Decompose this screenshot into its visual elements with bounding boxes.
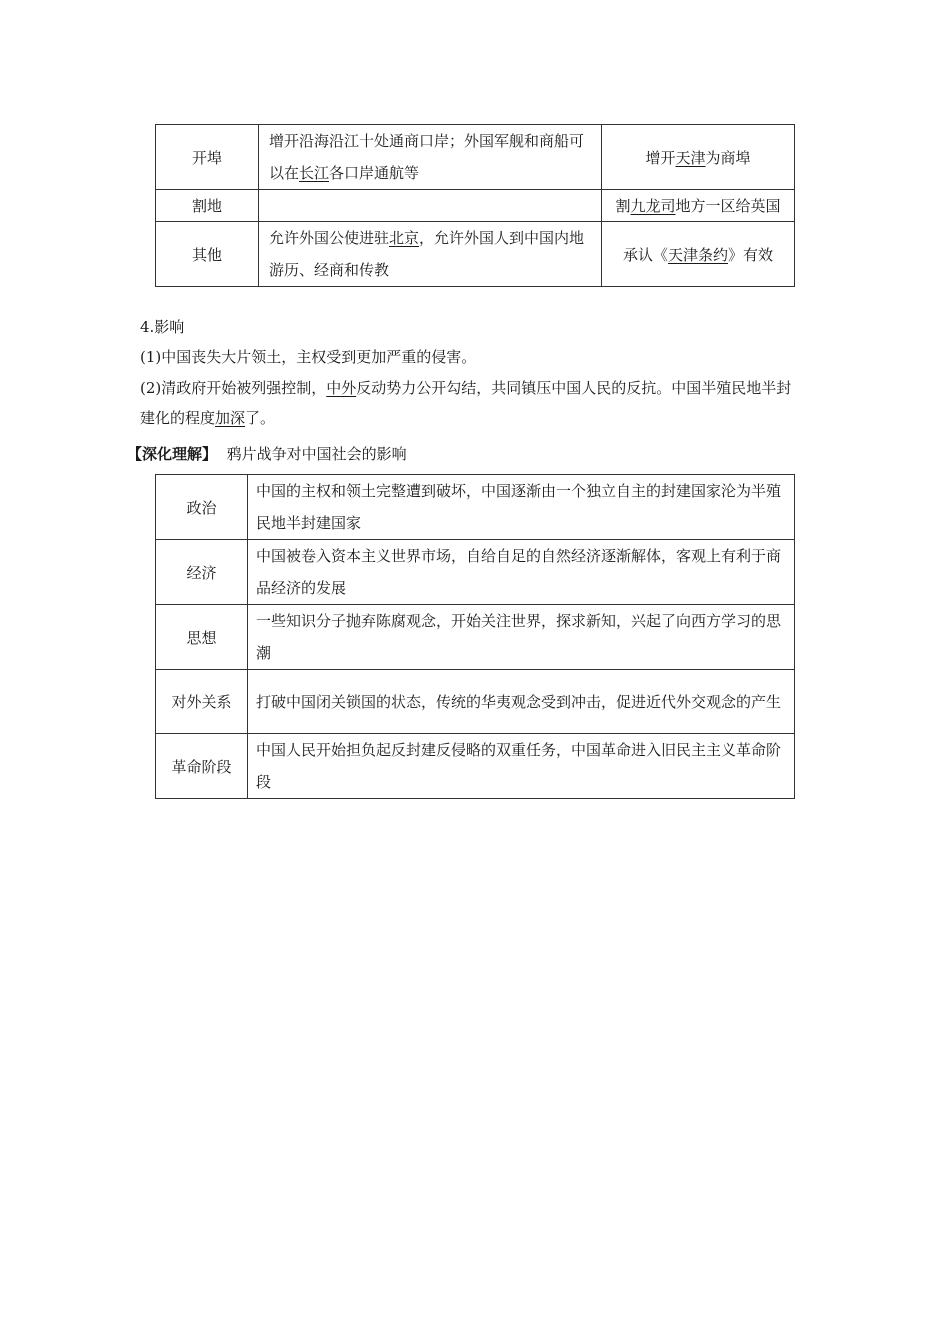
treaty-cell-right: 承认《天津条约》有效 <box>602 222 795 287</box>
table-row <box>156 222 795 287</box>
influence-category: 经济 <box>156 540 248 605</box>
table-row <box>156 190 795 222</box>
deep-understanding-title: 鸦片战争对中国社会的影响 <box>226 445 407 463</box>
table-row <box>156 670 795 734</box>
influence-description: 中国的主权和领土完整遭到破坏，中国逐渐由一个独立自主的封建国家沦为半殖民地半封建国家 <box>248 475 795 540</box>
row-label: 割地 <box>156 190 259 222</box>
table-row <box>156 540 795 605</box>
influence-category: 政治 <box>156 475 248 540</box>
influence-description: 中国被卷入资本主义世界市场，自给自足的自然经济逐渐解体，客观上有利于商品经济的发展 <box>248 540 795 605</box>
impact-item-2: (2)清政府开始被列强控制，中外反动势力公开勾结，共同镇压中国人民的反抗。中国半殖民地半封建化的程度加深了。 <box>140 379 792 427</box>
influence-category: 对外关系 <box>156 670 248 734</box>
section-heading: 4.影响 <box>140 318 185 336</box>
influence-category: 革命阶段 <box>156 734 248 799</box>
treaty-cell-middle <box>259 190 602 222</box>
deep-understanding-label: 【深化理解】 <box>127 445 218 463</box>
treaty-cell-right: 割九龙司地方一区给英国 <box>602 190 795 222</box>
influence-description: 一些知识分子抛弃陈腐观念，开始关注世界，探求新知，兴起了向西方学习的思潮 <box>248 605 795 670</box>
treaty-cell-middle: 增开沿海沿江十处通商口岸；外国军舰和商船可以在长江各口岸通航等 <box>259 125 602 190</box>
table-row <box>156 475 795 540</box>
table-row <box>156 125 795 190</box>
treaty-terms-table <box>155 124 795 287</box>
table-row <box>156 734 795 799</box>
table-row <box>156 605 795 670</box>
row-label: 其他 <box>156 222 259 287</box>
influence-description: 中国人民开始担负起反封建反侵略的双重任务，中国革命进入旧民主主义革命阶段 <box>248 734 795 799</box>
impact-item-1: (1)中国丧失大片领土，主权受到更加严重的侵害。 <box>140 348 477 366</box>
influence-description: 打破中国闭关锁国的状态，传统的华夷观念受到冲击，促进近代外交观念的产生 <box>248 670 795 734</box>
opium-war-influence-table <box>155 474 795 799</box>
row-label: 开埠 <box>156 125 259 190</box>
treaty-cell-middle: 允许外国公使进驻北京，允许外国人到中国内地游历、经商和传教 <box>259 222 602 287</box>
deep-understanding-heading <box>127 439 407 469</box>
treaty-cell-right: 增开天津为商埠 <box>602 125 795 190</box>
influence-category: 思想 <box>156 605 248 670</box>
